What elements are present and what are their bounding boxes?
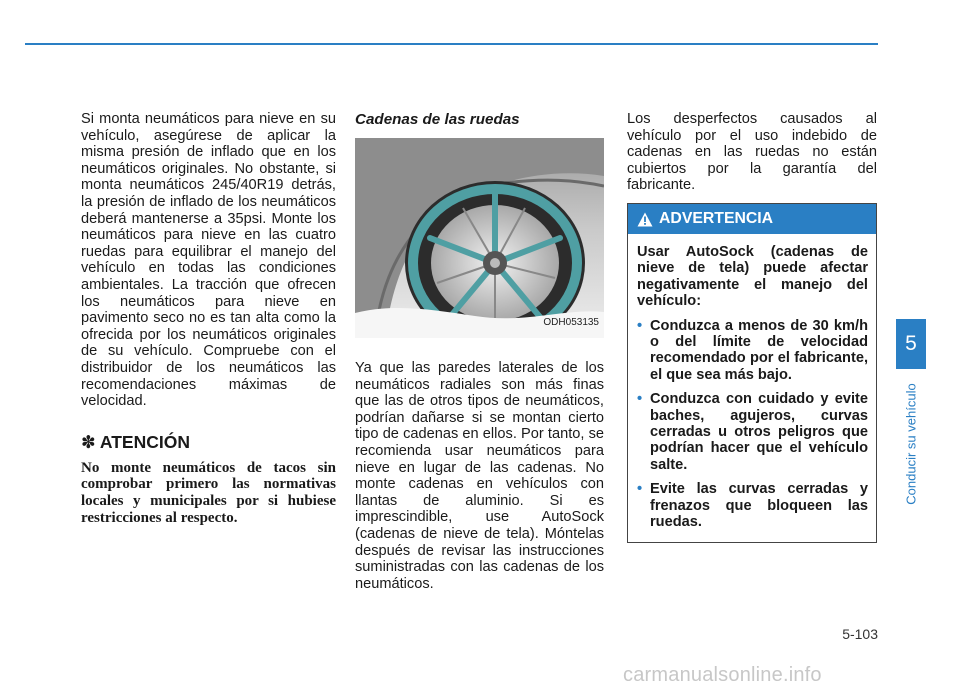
watermark: carmanualsonline.info [623, 664, 822, 686]
atencion-text: No monte neumáticos de tacos sin comprobar primero las normativas locales y municipales por si hubiese restricciones al respecto. [81, 459, 336, 527]
warning-header [628, 204, 876, 234]
column-right [627, 111, 877, 194]
warning-body [628, 234, 876, 531]
page-number: 5-103 [842, 626, 878, 642]
warning-list [637, 318, 868, 531]
figure-code: ODH053135 [543, 317, 599, 329]
warning-title: ADVERTENCIA [659, 210, 774, 227]
tire-chain-figure [355, 138, 604, 338]
header-rule [25, 43, 878, 45]
warning-item: • Evite las curvas cerradas y frenazos que bloqueen las ruedas. [637, 481, 868, 531]
warning-triangle-icon [637, 212, 653, 227]
warning-item: • Conduzca a menos de 30 km/h o del límite de velocidad recomendado por el fabricante, el que sea más bajo. [637, 317, 868, 383]
column-middle [355, 111, 604, 592]
chapter-tab: 5 [896, 319, 926, 369]
bullet-icon: • [637, 391, 643, 408]
atencion-heading: ✽ ATENCIÓN [81, 431, 190, 452]
section-title: Cadenas de las ruedas [355, 111, 520, 128]
wheel-with-autosock-illustration [355, 138, 604, 338]
warranty-paragraph: Los desperfectos causados al vehículo por el uso indebido de cadenas en las ruedas no están cubiertos por la garantía del fabricante. [627, 111, 877, 194]
warning-box [627, 203, 877, 543]
bullet-icon: • [637, 317, 643, 334]
column-left [81, 111, 336, 527]
warning-intro: Usar AutoSock (cadenas de nieve de tela) puede afectar negativamente el manejo del vehículo: [637, 244, 868, 310]
warning-item: • Conduzca con cuidado y evite baches, agujeros, curvas cerradas u otros peligros que podrían hacer que el vehículo salte. [637, 391, 868, 473]
snow-tire-paragraph: Si monta neumáticos para nieve en su vehículo, asegúrese de aplicar la misma presión de inflado que en los neumáticos originales. No obstante, si monta neumáticos 245/40R19 detrás, la presión de inflado de los neumáticos deberá mantenerse a 35psi. Monte los neumáticos para nieve en las cuatro ruedas para equilibrar el manejo del vehículo en todas las condiciones ambientales. La tracción que ofrecen los neumáticos para nieve en pavimento seco no es tan alta como la ofrecida por los neumáticos originales de su vehículo. Compruebe con el distribuidor de los neumáticos las recomendaciones máximas de velocidad. [81, 111, 336, 410]
bullet-icon: • [637, 481, 643, 498]
chains-paragraph: Ya que las paredes laterales de los neumáticos radiales son más finas que las de otros tipos de neumáticos, podrían dañarse si se montan cierto tipo de cadenas en ellos. Por tanto, se recomienda usar neumáticos para nieve en lugar de las cadenas. No monte cadenas en vehículos con llantas de aluminio. Si es imprescindible, use AutoSock (cadenas de nieve de tela). Móntelas después de revisar las instrucciones suministradas con las cadenas de los neumáticos. [355, 360, 604, 592]
chapter-side-label: Conducir su vehículo [903, 383, 919, 505]
